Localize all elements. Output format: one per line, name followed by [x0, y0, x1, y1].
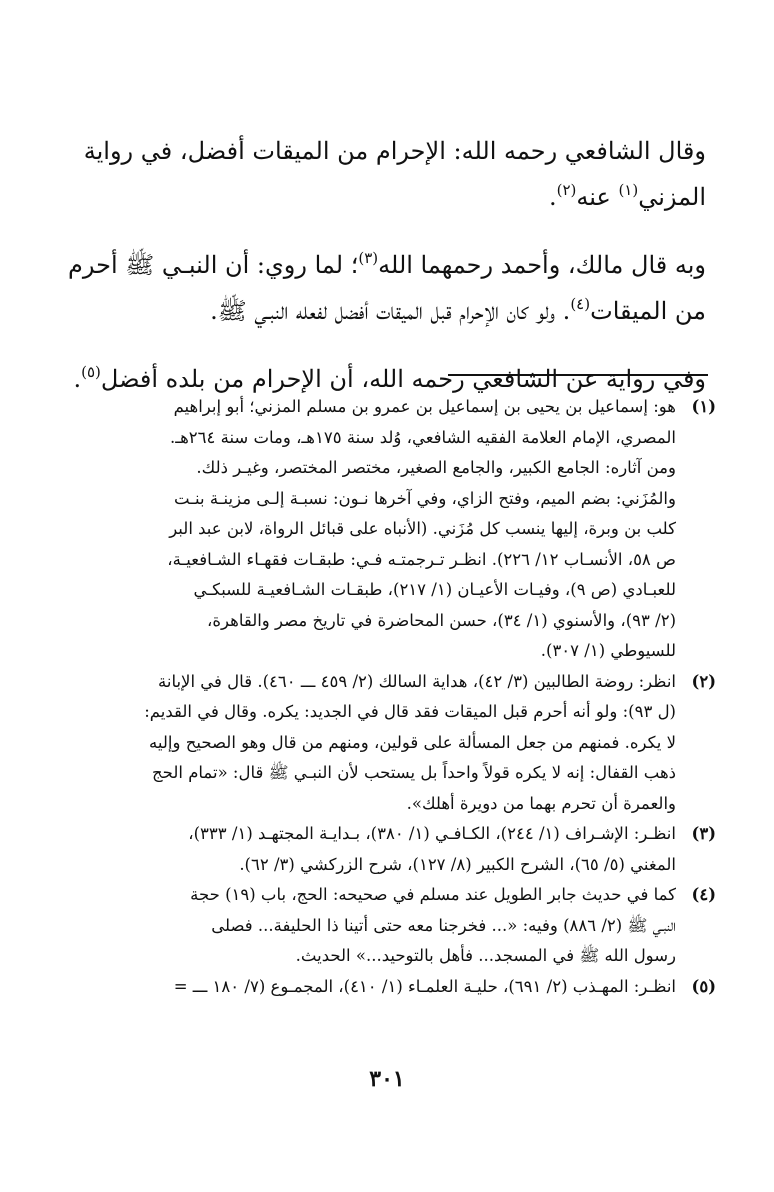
paragraph-line: ؛ لما روي: أن النبـي ﷺ أحرم [68, 251, 359, 279]
footnote-ref[interactable]: (٥) [81, 363, 101, 381]
paragraph-line: وقال الشافعي رحمه الله: الإحرام من الميقات أفضل، في رواية [83, 137, 706, 165]
footnote-line: لا يكره. فمنهم من جعل المسألة على قولين، ومنهم من قال وهو الصحيح وإليه [149, 732, 676, 752]
paragraph-2 [66, 242, 706, 334]
paragraph-line: المزني [638, 183, 706, 211]
paragraph-line: من الميقات [590, 297, 706, 325]
footnote-4 [64, 880, 716, 972]
footnote-line: رسول الله ﷺ في المسجد... فأهل بالتوحيد...» الحديث. [295, 946, 676, 965]
paragraph-line: . ولو كان الإحرام قبل الميقات أفضل لفعله النبـي ﷺ. [210, 297, 571, 325]
main-text [66, 128, 706, 402]
page-number: ٣٠١ [369, 1066, 405, 1092]
footnote-ref[interactable]: (١) [618, 181, 639, 199]
footnote-body [64, 392, 676, 667]
footnote-line: والعمرة أن تحرم بهما من دويرة أهلك». [406, 793, 676, 813]
footnote-line: (٢/ ٩٣)، والأسنوي (١/ ٣٤)، حسن المحاضرة في تاريخ مصر والقاهرة، [207, 610, 676, 630]
footnote-line: كما في حديث جابر الطويل عند مسلم في صحيحه: الحج، باب (١٩) حجة [190, 885, 676, 904]
paragraph-line: عنه [576, 183, 619, 211]
footnote-line: المغني (٥/ ٦٥)، الشرح الكبير (٨/ ١٢٧)، شرح الزركشي (٣/ ٦٢). [239, 854, 676, 874]
footnote-number: (١) [691, 397, 716, 416]
footnote-number: (٥) [691, 976, 716, 996]
footnote-line: ذهب القفال: إنه لا يكره قولاً واحداً بل يستحب لأن النبـي ﷺ قال: «تمام الحج [152, 763, 676, 782]
footnote-number: (٣) [691, 824, 716, 843]
footnote-body [64, 972, 676, 1003]
footnote-line: ومن آثاره: الجامع الكبير، والجامع الصغير، مختصر المختصر، وغيـر ذلك. [196, 458, 676, 477]
footnote-line: للعبـادي (ص ٩)، وفيـات الأعيـان (١/ ٢١٧)، طبقـات الشـافعيـة للسبكـي [193, 580, 676, 599]
footnote-line: هو: إسماعيل بن يحيى بن إسماعيل بن عمرو بن مسلم المزني؛ أبو إبراهيم [173, 397, 676, 416]
footnote-line: كلب بن وبرة، إليها ينسب كل مُزَني. (الأنباه على قبائل الرواة، لابن عبد البر [169, 519, 676, 538]
footnote-number: (٤) [691, 885, 716, 904]
footnote-line: (ل ٩٣): ولو أنه أحرم قبل الميقات فقد قال في الجديد: يكره. وقال في القديم: [144, 702, 676, 721]
footnote-ref[interactable]: (٣) [358, 249, 379, 267]
footnote-line: النبـي ﷺ (٢/ ٨٨٦) وفيه: «... فخرجنا معه حتى أتينا ذا الحليفة... فصلى [211, 915, 676, 935]
footnote-number: (٢) [691, 671, 716, 691]
footnote-3 [64, 819, 716, 880]
paragraph-line: . [548, 183, 557, 211]
footnote-line: للسيوطي (١/ ٣٠٧). [540, 641, 676, 660]
footnote-5 [64, 972, 716, 1003]
footnote-line: المصري، الإمام العلامة الفقيه الشافعي، وُلد سنة ١٧٥هـ، ومات سنة ٢٦٤هـ. [169, 427, 676, 447]
footnote-line: انظـر: الإشـراف (١/ ٢٤٤)، الكـافـي (١/ ٣٨٠)، بـدايـة المجتهـد (١/ ٣٣٣)، [188, 824, 676, 843]
footnote-line: ص ٥٨، الأنسـاب ١٢/ ٢٢٦). انظـر تـرجمتـه فـي: طبقـات فقهـاء الشـافعيـة، [167, 549, 676, 569]
footnote-1 [64, 392, 716, 667]
footnote-body [64, 819, 676, 880]
paragraph-line: وفي رواية عن الشافعي رحمه الله، أن الإحرام من بلده أفضل [100, 365, 706, 393]
paragraph-line: . [73, 365, 82, 393]
footnote-line: انظر: روضة الطالبين (٣/ ٤٢)، هداية السالك (٢/ ٤٥٩ ـــ ٤٦٠). قال في الإبانة [158, 671, 676, 691]
footnote-body [64, 880, 676, 972]
footnote-line: انظـر: المهـذب (٢/ ٦٩١)، حليـة العلمـاء (١/ ٤١٠)، المجمـوع (٧/ ١٨٠ ـــ = [173, 976, 676, 996]
footnote-line: والمُزَني: بضم الميم، وفتح الزاي، وفي آخرها نـون: نسبـة إلـى مزينـة بنـت [174, 488, 676, 508]
footnote-divider [448, 374, 708, 376]
footnote-ref[interactable]: (٤) [570, 295, 591, 313]
footnote-body [64, 667, 676, 820]
footnote-2 [64, 667, 716, 820]
footnotes [64, 392, 716, 1002]
paragraph-line: وبه قال مالك، وأحمد رحمهما الله [378, 251, 706, 279]
paragraph-1 [66, 128, 706, 220]
footnote-ref[interactable]: (٢) [556, 181, 577, 199]
